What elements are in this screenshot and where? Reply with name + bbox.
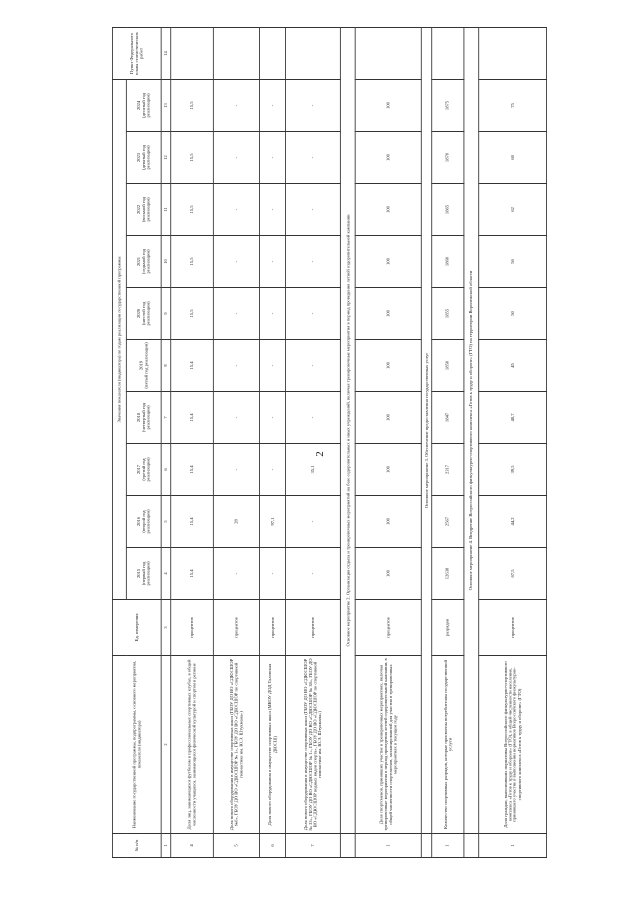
section-row: [464, 27, 479, 857]
value-cell: -: [260, 132, 285, 184]
plan-item-cell: [479, 27, 547, 79]
column-index-cell: 5: [161, 496, 171, 548]
column-index-cell: 14: [161, 27, 171, 79]
rotated-page: [112, 28, 547, 858]
value-cell: 1850: [432, 340, 464, 392]
value-cell: 2567: [432, 496, 464, 548]
value-cell: -: [213, 184, 260, 236]
value-cell: -: [213, 444, 260, 496]
header-num: № п/п: [112, 834, 161, 858]
table-row: [213, 27, 260, 857]
value-cell: -: [213, 392, 260, 444]
row-number: 4: [171, 834, 213, 858]
column-index-cell: 9: [161, 288, 171, 340]
indicator-name: Доля лиц, занимающихся футболом в профессиональных спортивных клубах, в общей численности учащихся, занимающихся физической культурой и спортом в регионе: [171, 656, 213, 834]
value-cell: 28: [213, 496, 260, 548]
header-values-group: Значения показателя (индикатора) по годам реализации государственной программы: [112, 79, 126, 599]
table-row: [285, 27, 340, 857]
value-cell: 15,5: [171, 236, 213, 288]
value-cell: -: [260, 444, 285, 496]
value-cell: -: [285, 340, 340, 392]
year-label: (первый год реализации): [141, 561, 151, 586]
value-cell: 2317: [432, 444, 464, 496]
value-cell: 15,4: [171, 340, 213, 392]
value-cell: -: [260, 79, 285, 131]
plan-item-cell: [285, 27, 340, 79]
value-cell: 100: [355, 340, 421, 392]
value-cell: 100: [355, 392, 421, 444]
value-cell: 100: [355, 496, 421, 548]
row-number: 1: [432, 834, 464, 858]
value-cell: -: [260, 184, 285, 236]
header-year-2024: [126, 79, 161, 131]
value-cell: -: [260, 288, 285, 340]
year-number: 2017: [136, 464, 142, 475]
value-cell: 100: [355, 79, 421, 131]
value-cell: 75: [479, 79, 547, 131]
row-number: 5: [213, 834, 260, 858]
value-cell: 44,2: [479, 496, 547, 548]
year-number: 2023: [136, 152, 142, 163]
row-number: 6: [260, 834, 285, 858]
header-plan-item: Пункт Федерального плана статистических работ: [112, 27, 161, 79]
unit-cell: процентов: [171, 600, 213, 656]
value-cell: -: [260, 548, 285, 600]
year-label: (второй год реализации): [141, 509, 151, 534]
value-cell: 1860: [432, 236, 464, 288]
value-cell: -: [285, 288, 340, 340]
value-cell: 45: [479, 340, 547, 392]
section-title: Основное мероприятие 3. Обеспечение предоставления государственных услуг: [421, 27, 432, 833]
header-name: Наименование государственной программы, подпрограммы, основного мероприятия, показателя (индикатора): [112, 656, 161, 834]
value-cell: 48,7: [479, 392, 547, 444]
year-number: 2022: [136, 204, 142, 215]
page-number: 2: [314, 451, 326, 457]
column-index-cell: 8: [161, 340, 171, 392]
value-cell: -: [260, 392, 285, 444]
section-row: [341, 27, 356, 857]
year-label: (третий год реализации): [141, 457, 151, 482]
value-cell: 1855: [432, 288, 464, 340]
plan-item-cell: [213, 27, 260, 79]
value-cell: -: [213, 548, 260, 600]
value-cell: 67,5: [479, 548, 547, 600]
column-index-row: [161, 27, 171, 857]
value-cell: 56: [479, 236, 547, 288]
value-cell: 1865: [432, 184, 464, 236]
unit-cell: разрядов: [432, 600, 464, 656]
value-cell: 39,5: [479, 444, 547, 496]
value-cell: 97,1: [260, 496, 285, 548]
value-cell: -: [285, 79, 340, 131]
value-cell: 100: [355, 132, 421, 184]
value-cell: -: [260, 340, 285, 392]
year-number: 2015: [136, 568, 142, 579]
header-year-2018: [126, 392, 161, 444]
header-year-2021: [126, 236, 161, 288]
table-row: [479, 27, 547, 857]
header-year-2023: [126, 132, 161, 184]
value-cell: -: [213, 236, 260, 288]
table-row: [260, 27, 285, 857]
value-cell: 1875: [432, 79, 464, 131]
unit-cell: процентов: [213, 600, 260, 656]
value-cell: -: [213, 132, 260, 184]
year-number: 2016: [136, 516, 142, 527]
column-index-cell: 1: [161, 834, 171, 858]
year-number: 2019: [139, 360, 144, 371]
value-cell: 50: [479, 288, 547, 340]
column-index-cell: 7: [161, 392, 171, 444]
header-year-2017: [126, 444, 161, 496]
value-cell: -: [285, 496, 340, 548]
table-row: [432, 27, 464, 857]
indicator-name: Доля граждан, выполнивших нормативы Всероссийского физкультурно-спортивного комплекса «Готов к труду и обороне» (ГТО), в общей численности населения, принявшего участие в выполнении нормативов Всероссийского физкультурно-спортивного комплекса «Готов к труду и обороне» (ГТО): [479, 656, 547, 834]
value-cell: 35,1: [285, 444, 340, 496]
section-spacer: [421, 834, 432, 858]
value-cell: 15,5: [171, 288, 213, 340]
row-number: 1: [355, 834, 421, 858]
header-year-2016: [126, 496, 161, 548]
value-cell: 1870: [432, 132, 464, 184]
value-cell: 15,4: [171, 548, 213, 600]
value-cell: 100: [355, 236, 421, 288]
value-cell: -: [285, 548, 340, 600]
header-year-2020: [126, 288, 161, 340]
value-cell: -: [285, 236, 340, 288]
unit-cell: процентов: [285, 600, 340, 656]
header-year-2022: [126, 184, 161, 236]
column-index-cell: 4: [161, 548, 171, 600]
value-cell: -: [285, 132, 340, 184]
value-cell: 68: [479, 132, 547, 184]
year-number: 2021: [136, 256, 142, 267]
plan-item-cell: [432, 27, 464, 79]
value-cell: 100: [355, 184, 421, 236]
value-cell: -: [285, 392, 340, 444]
value-cell: 15,5: [171, 132, 213, 184]
column-index-cell: 2: [161, 656, 171, 834]
column-index-cell: 11: [161, 184, 171, 236]
section-spacer: [464, 834, 479, 858]
value-cell: 1847: [432, 392, 464, 444]
unit-cell: процентов: [260, 600, 285, 656]
indicator-name: Доля нового оборудования в имуществе спортивных школ (ГБОУ ДО ВО «СДЮСШОР №6», ГБОУ ДО ВО «СДЮСШОР № 1», ГБОУ ДО ВО «СДЮСШОР по спортивной гимнастике им. Ю.Э. Штукмана»): [213, 656, 260, 834]
year-label: (шестой год реализации): [141, 301, 151, 326]
plan-item-cell: [355, 27, 421, 79]
value-cell: 15,5: [171, 184, 213, 236]
value-cell: -: [213, 288, 260, 340]
column-index-cell: 12: [161, 132, 171, 184]
column-index-cell: 13: [161, 79, 171, 131]
section-spacer: [341, 834, 356, 858]
indicator-name: Доля спортсменов, принявших участие в тренировочных мероприятиях, включая тренировочные мероприятия в период проведения летней оздоровительной кампании, в общей численности спортсменов, запланированной для участия в тренировочных мероприятиях в текущем году: [355, 656, 421, 834]
indicator-name: Количество спортивных разрядов, которые присвоены потребителям государственной услуги: [432, 656, 464, 834]
header-year-2019: [126, 340, 161, 392]
indicators-table: [112, 27, 547, 858]
value-cell: 62: [479, 184, 547, 236]
column-index-cell: 3: [161, 600, 171, 656]
row-number: 1: [479, 834, 547, 858]
table-row: [171, 27, 213, 857]
value-cell: -: [260, 236, 285, 288]
indicator-name: Доля нового оборудования в имуществе спортивных школ (ГБОУ ДО ВО «СДЮСШОР № 33», ГБОУ ДО ВО «СДЮСШОР № 1», ГБОУ ДО ВО «СДЮСШОР № 38», ГБОУ ДО ВО «СДЮСШОР водных видов спорта», ГБОУ ДО ВО «СДЮСШОР по спортивной гимнастике им. Ю.Э. Штукмана»): [285, 656, 340, 834]
value-cell: 15,4: [171, 392, 213, 444]
value-cell: 15,4: [171, 444, 213, 496]
value-cell: 12638: [432, 548, 464, 600]
year-label: (седьмой год реализации): [141, 248, 151, 275]
value-cell: -: [213, 340, 260, 392]
header-year-2015: [126, 548, 161, 600]
unit-cell: процентов: [355, 600, 421, 656]
indicator-name: Доля нового оборудования в имуществе спортивных школ (МКОУ ДОД Таловская ДЮСШ): [260, 656, 285, 834]
section-title: Основное мероприятие 4. Внедрение Всероссийского физкультурно-спортивного комплекса «Готов к труду и обороне» (ГТО) на территории Воронежской области: [464, 27, 479, 833]
value-cell: 100: [355, 548, 421, 600]
value-cell: 15,4: [171, 496, 213, 548]
value-cell: -: [285, 184, 340, 236]
year-label: (пятый год реализации): [143, 342, 149, 389]
year-label: (девятый год реализации): [141, 144, 151, 171]
header-unit: Ед. измерения: [112, 600, 161, 656]
year-label: (четвертый год реализации): [141, 402, 151, 433]
value-cell: 15,5: [171, 79, 213, 131]
year-number: 2018: [136, 412, 142, 423]
plan-item-cell: [171, 27, 213, 79]
value-cell: -: [213, 79, 260, 131]
year-label: (восьмой год реализации): [141, 196, 151, 223]
table-row: [355, 27, 421, 857]
unit-cell: процентов: [479, 600, 547, 656]
section-row: [421, 27, 432, 857]
column-index-cell: 10: [161, 236, 171, 288]
year-label: (десятый год реализации): [141, 92, 151, 119]
value-cell: 100: [355, 288, 421, 340]
year-number: 2020: [136, 308, 142, 319]
plan-item-cell: [260, 27, 285, 79]
table-body: [161, 27, 546, 857]
column-index-cell: 6: [161, 444, 171, 496]
row-number: 7: [285, 834, 340, 858]
year-number: 2024: [136, 100, 142, 111]
value-cell: 100: [355, 444, 421, 496]
section-title: Основное мероприятие 2. Организация отдыха и тренировочных мероприятий на базе оздоровительных и иных учреждений, включая тренировочные мероприятия в период проведения летней оздоровительной кампании: [341, 27, 356, 833]
